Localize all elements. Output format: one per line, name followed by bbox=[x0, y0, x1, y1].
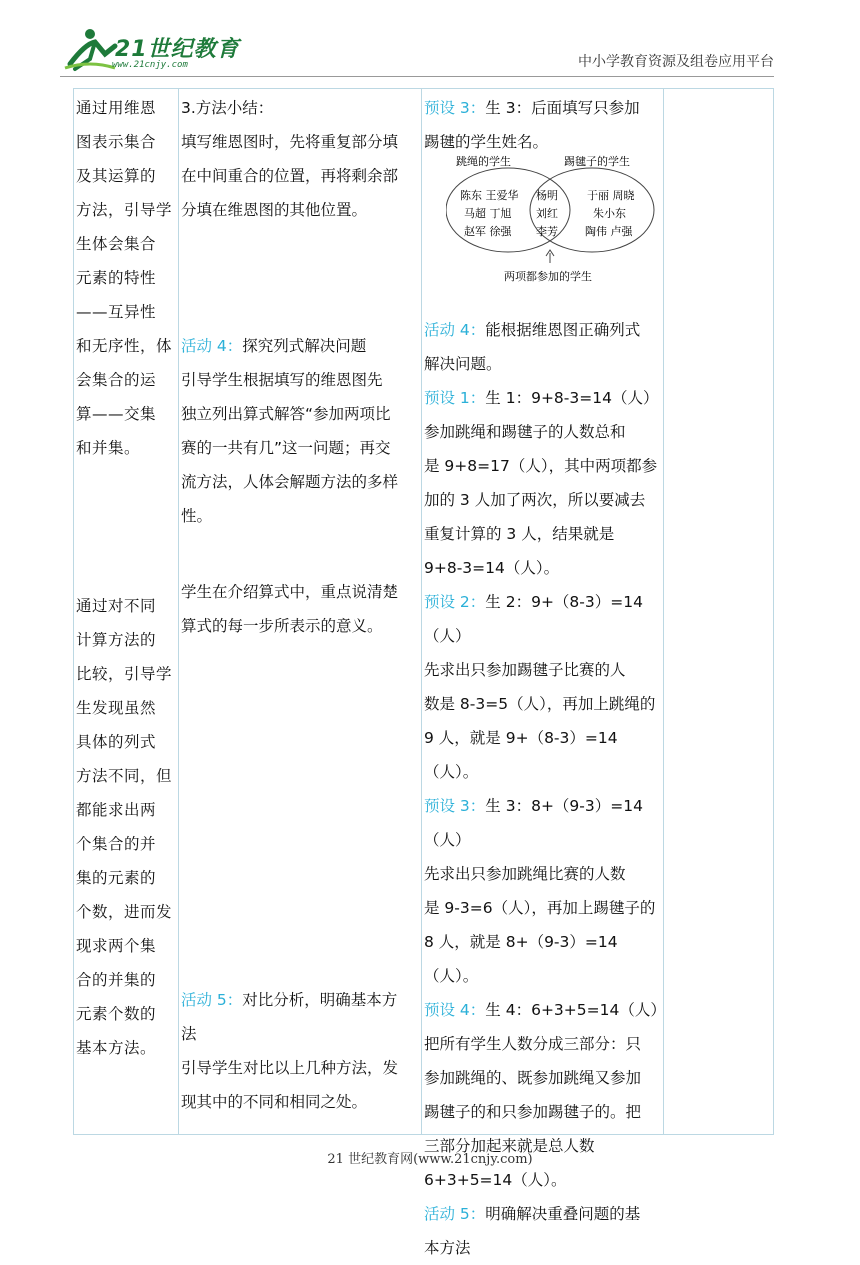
summary-title: 3.方法小结： bbox=[181, 99, 274, 117]
text-line: 把所有学生人数分成三部分：只 bbox=[424, 1035, 642, 1053]
text-line: 现求两个集 bbox=[76, 937, 157, 955]
venn-left-names: 马超 丁旭 bbox=[464, 207, 512, 220]
preset-3-top bbox=[424, 91, 666, 159]
preset-label: 预设 1： bbox=[424, 389, 486, 407]
text-line: 元素的特性 bbox=[76, 269, 157, 287]
text-line: 和无序性，体 bbox=[76, 337, 173, 355]
text-line: 合的并集的 bbox=[76, 971, 157, 989]
text-line: 生 3：后面填写只参加 bbox=[485, 99, 640, 117]
text-line: 比较，引导学 bbox=[76, 665, 173, 683]
text-line: 都能求出两 bbox=[76, 801, 157, 819]
design-intent-block-1 bbox=[76, 91, 178, 465]
text-line: 流方法，人体会解题方法的多样 bbox=[181, 473, 399, 491]
text-line: 本方法 bbox=[424, 1239, 471, 1257]
activity-5-teacher bbox=[181, 983, 421, 1119]
text-line: 是 9+8=17（人），其中两项都参 bbox=[424, 457, 658, 475]
activity-4-student bbox=[424, 313, 666, 1265]
text-line: 生 1：9+8-3=14（人） bbox=[485, 389, 659, 407]
text-line: 引导学生根据填写的维恩图先 bbox=[181, 371, 383, 389]
venn-right-names: 朱小东 bbox=[593, 207, 626, 220]
text-line: 元素个数的 bbox=[76, 1005, 157, 1023]
text-line: 6+3+5=14（人）。 bbox=[424, 1171, 567, 1189]
activity-label: 活动 5： bbox=[424, 1205, 486, 1223]
text-line: 生体会集合 bbox=[76, 235, 157, 253]
venn-left-label: 跳绳的学生 bbox=[456, 155, 511, 168]
text-line: 集的元素的 bbox=[76, 869, 157, 887]
text-line: 及其运算的 bbox=[76, 167, 157, 185]
column-divider bbox=[178, 89, 179, 1134]
text-line: 填写维恩图时，先将重复部分填 bbox=[181, 133, 399, 151]
venn-left-names: 陈东 王爱华 bbox=[460, 189, 519, 202]
text-line: 现其中的不同和相同之处。 bbox=[181, 1093, 368, 1111]
text-line: 性。 bbox=[181, 507, 213, 525]
text-line: 踢毽的学生姓名。 bbox=[424, 133, 549, 151]
text-line: 基本方法。 bbox=[76, 1039, 157, 1057]
activity-title: 对比分析，明确基本方 bbox=[242, 991, 398, 1009]
text-line: 个集合的并 bbox=[76, 835, 157, 853]
logo-text: 21世纪教育 bbox=[115, 37, 240, 62]
text-line: 重复计算的 3 人，结果就是 bbox=[424, 525, 615, 543]
platform-title: 中小学教育资源及组卷应用平台 bbox=[578, 54, 774, 70]
activity-label: 活动 4： bbox=[181, 337, 243, 355]
text-line: 通过对不同 bbox=[76, 597, 157, 615]
text-line: 引导学生对比以上几种方法，发 bbox=[181, 1059, 399, 1077]
text-line: 8 人，就是 8+（9-3）=14（人）。 bbox=[424, 933, 618, 985]
text-line: 先求出只参加跳绳比赛的人数 bbox=[424, 865, 626, 883]
text-line: 赛的一共有几”这一问题；再交 bbox=[181, 439, 391, 457]
activity-4-teacher bbox=[181, 329, 421, 533]
text-line: 明确解决重叠问题的基 bbox=[485, 1205, 641, 1223]
preset-label: 预设 2： bbox=[424, 593, 486, 611]
text-line: 个数，进而发 bbox=[76, 903, 173, 921]
text-line: 和并集。 bbox=[76, 439, 141, 457]
preset-label: 预设 4： bbox=[424, 1001, 486, 1019]
venn-left-names: 赵军 徐强 bbox=[464, 225, 512, 238]
venn-right-label: 踢毽子的学生 bbox=[564, 155, 630, 168]
page-header bbox=[0, 0, 860, 86]
text-line: 能根据维恩图正确列式 bbox=[485, 321, 641, 339]
text-line: 在中间重合的位置，再将剩余部 bbox=[181, 167, 399, 185]
text-line: 参加跳绳的、既参加跳绳又参加 bbox=[424, 1069, 642, 1087]
column-divider bbox=[421, 89, 422, 1134]
text-line: 三部分加起来就是总人数 bbox=[424, 1137, 595, 1155]
text-line: 法 bbox=[181, 1025, 197, 1043]
text-line: 独立列出算式解答“参加两项比 bbox=[181, 405, 391, 423]
text-line: 算式的每一步所表示的意义。 bbox=[181, 617, 383, 635]
venn-right-names: 于丽 周晓 bbox=[587, 189, 635, 202]
header-divider bbox=[60, 76, 774, 77]
text-line: 算——交集 bbox=[76, 405, 157, 423]
preset-label: 预设 3： bbox=[424, 99, 486, 117]
text-line: 9 人，就是 9+（8-3）=14（人）。 bbox=[424, 729, 618, 781]
text-line: 学生在介绍算式中，重点说清楚 bbox=[181, 583, 399, 601]
logo-url: www.21cnjy.com bbox=[112, 60, 188, 70]
text-line: 生发现虽然 bbox=[76, 699, 157, 717]
text-line: 9+8-3=14（人）。 bbox=[424, 559, 560, 577]
text-line: 生 2：9+（8-3）=14（人） bbox=[424, 593, 643, 645]
venn-diagram bbox=[446, 155, 656, 290]
activity-heading bbox=[181, 329, 421, 363]
text-line: 方法，引导学 bbox=[76, 201, 173, 219]
text-line: 计算方法的 bbox=[76, 631, 157, 649]
page-footer: 21 世纪教育网(www.21cnjy.com) bbox=[327, 1152, 533, 1167]
preset-label: 预设 3： bbox=[424, 797, 486, 815]
text-line: 是 9-3=6（人），再加上踢毽子的 bbox=[424, 899, 656, 917]
venn-right-names: 陶伟 卢强 bbox=[585, 225, 633, 238]
venn-middle-names: 刘红 bbox=[536, 207, 558, 220]
text-line: 分填在维恩图的其他位置。 bbox=[181, 201, 368, 219]
text-line: 解决问题。 bbox=[424, 355, 502, 373]
text-line: 先求出只参加踢毽子比赛的人 bbox=[424, 661, 626, 679]
activity-title: 探究列式解决问题 bbox=[242, 337, 367, 355]
text-line: 方法不同，但 bbox=[76, 767, 173, 785]
text-line: ——互异性 bbox=[76, 303, 157, 321]
activity-label: 活动 5： bbox=[181, 991, 243, 1009]
text-line: 数是 8-3=5（人），再加上跳绳的 bbox=[424, 695, 656, 713]
design-intent-block-2 bbox=[76, 589, 178, 1065]
text-line: 会集合的运 bbox=[76, 371, 157, 389]
activity-label: 活动 4： bbox=[424, 321, 486, 339]
text-line: 通过用维恩 bbox=[76, 99, 157, 117]
text-line: 生 4：6+3+5=14（人） bbox=[485, 1001, 666, 1019]
text-line: 具体的列式 bbox=[76, 733, 157, 751]
venn-middle-names: 李芳 bbox=[536, 225, 558, 238]
text-line: 踢毽子的和只参加踢毽子的。把 bbox=[424, 1103, 642, 1121]
text-line: 图表示集合 bbox=[76, 133, 157, 151]
text-line: 参加跳绳和踢毽子的人数总和 bbox=[424, 423, 626, 441]
venn-bottom-label: 两项都参加的学生 bbox=[504, 270, 592, 283]
venn-middle-names: 杨明 bbox=[536, 189, 558, 202]
text-line: 加的 3 人加了两次，所以要减去 bbox=[424, 491, 646, 509]
text-line: 生 3：8+（9-3）=14（人） bbox=[424, 797, 643, 849]
method-summary bbox=[181, 91, 421, 227]
intro-note bbox=[181, 575, 421, 643]
activity-heading bbox=[181, 983, 421, 1017]
